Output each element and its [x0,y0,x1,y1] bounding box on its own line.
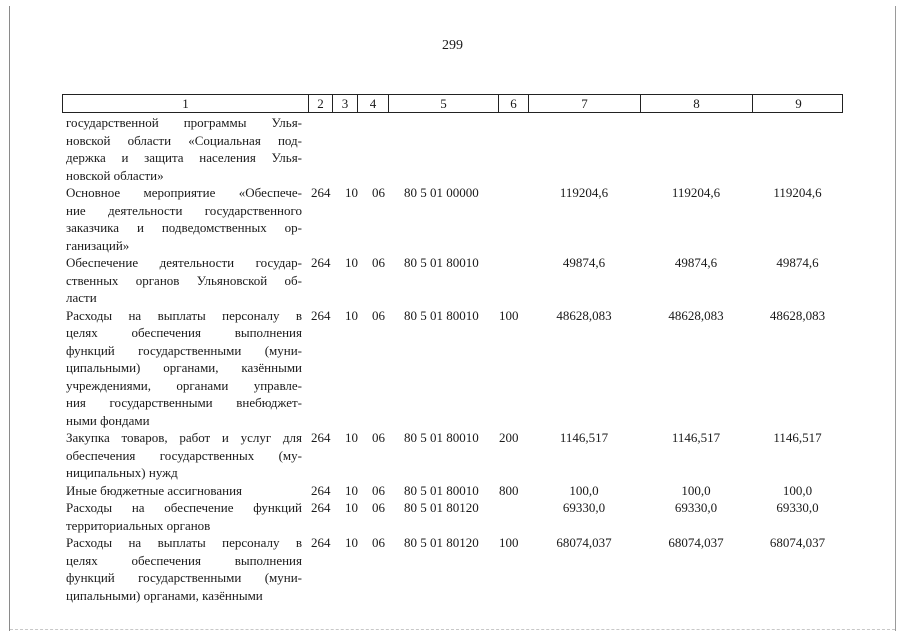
cell-sub: 06 [372,307,385,323]
cell-sub: 06 [372,185,385,200]
cell-y1: 1146,517 [559,430,609,445]
row-name-line: ганизаций» [66,237,130,253]
row-name-line: новской области» [66,167,164,183]
cell-y3: 49874,6 [776,255,819,270]
cell-y1: 68074,037 [556,535,612,550]
cell-y2: 69330,0 [674,500,718,515]
row-name [66,429,302,482]
table-header-row [62,94,843,113]
row-name [66,307,302,430]
row-name-line: Иные бюджетные ассигнования [66,482,243,498]
cell-y3: 48628,083 [769,307,826,323]
page-border-left [9,6,10,631]
cell-sub: 06 [372,500,385,515]
cell-target: 80 5 01 80120 [404,535,479,550]
row-name-line: государственной программы Улья- [66,115,302,130]
cell-y1: 69330,0 [562,500,606,515]
row-name-line: Расходы на обеспечение функций [66,500,302,515]
cell-type: 100 [499,307,519,323]
cell-target: 80 5 01 80010 [404,430,479,445]
header-col-6: 6 [499,95,529,112]
header-col-1: 1 [63,95,309,112]
row-name-line: держка и защита населения Улья- [66,150,302,165]
page-border-right [895,6,896,631]
cell-sub: 06 [372,430,385,445]
cell-type: 800 [499,482,519,498]
cell-type: 100 [499,535,519,550]
row-name-line: ниципальных) нужд [66,465,178,480]
cell-rzd: 264 [311,255,331,270]
header-col-4: 4 [358,95,389,112]
row-name-line: функций государственными (муни- [66,570,302,585]
cell-sub: 06 [372,255,385,270]
cell-y1: 48628,083 [556,307,612,323]
cell-y3: 119204,6 [773,185,822,200]
cell-rzd: 264 [311,535,331,550]
cell-sec: 10 [345,500,358,515]
row-name-line: Расходы на выплаты персоналу в [66,535,302,550]
row-name [66,499,302,534]
cell-type: 200 [499,430,519,445]
row-name [66,482,302,500]
cell-rzd: 264 [311,185,331,200]
row-name-line: ние деятельности государственного [66,202,302,218]
row-name-line: Расходы на выплаты персоналу в [66,307,302,323]
cell-target: 80 5 01 80010 [404,307,479,323]
row-name-line: заказчика и подведомственных ор- [66,220,302,235]
header-col-2: 2 [309,95,333,112]
cell-rzd: 264 [311,307,331,323]
row-name-line: целях обеспечения выполнения [66,325,302,340]
cell-sec: 10 [345,255,358,270]
cell-y2: 119204,6 [671,185,721,200]
row-name-line: территориальных органов [66,517,211,533]
cell-sec: 10 [345,307,358,323]
cell-y3: 69330,0 [776,500,819,515]
page-bottom-edge [10,629,895,631]
page-number: 299 [442,38,463,53]
cell-rzd: 264 [311,482,331,498]
cell-rzd: 264 [311,500,331,515]
cell-sec: 10 [345,185,358,200]
row-name [66,534,302,604]
row-name-line: функций государственными (муни- [66,342,302,358]
row-name-line: обеспечения государственных (му- [66,447,302,463]
row-name-line: ными фондами [66,412,150,428]
cell-sec: 10 [345,430,358,445]
cell-y2: 100,0 [681,482,711,498]
cell-y2: 49874,6 [674,255,718,270]
cell-y3: 68074,037 [769,535,826,550]
cell-rzd: 264 [311,430,331,445]
header-col-5: 5 [389,95,499,112]
cell-target: 80 5 01 80120 [404,500,479,515]
header-col-8: 8 [641,95,753,112]
row-name-line: целях обеспечения выполнения [66,552,302,568]
cell-y2: 1146,517 [671,430,721,445]
header-col-3: 3 [333,95,358,112]
cell-target: 80 5 01 00000 [404,185,479,200]
row-name [66,114,302,184]
header-col-9: 9 [795,96,802,111]
cell-y1: 119204,6 [559,185,609,200]
row-name [66,254,302,307]
cell-y3: 1146,517 [773,430,822,445]
row-name-line: учреждениями, органами управле- [66,377,302,393]
cell-y3: 100,0 [782,482,813,498]
cell-sub: 06 [372,482,385,498]
cell-y1: 100,0 [569,482,599,498]
cell-y2: 48628,083 [668,307,724,323]
row-name-line: ципальными) органами, казёнными [66,360,302,375]
cell-target: 80 5 01 80010 [404,482,479,498]
cell-y1: 49874,6 [562,255,606,270]
row-name-line: ственных органов Ульяновской об- [66,272,302,288]
cell-y2: 68074,037 [668,535,724,550]
row-name-line: новской области «Социальная под- [66,132,302,148]
row-name-line: Обеспечение деятельности государ- [66,255,302,270]
cell-sec: 10 [345,535,358,550]
header-col-7: 7 [529,95,641,112]
row-name-line: ласти [66,290,97,305]
row-name-line: ципальными) органами, казёнными [66,587,263,603]
row-name-line: Основное мероприятие «Обеспече- [66,185,302,200]
cell-target: 80 5 01 80010 [404,255,479,270]
row-name-line: Закупка товаров, работ и услуг для [66,430,302,445]
cell-sub: 06 [372,535,385,550]
cell-sec: 10 [345,482,358,498]
row-name-line: ния государственными внебюджет- [66,395,302,410]
row-name [66,184,302,254]
